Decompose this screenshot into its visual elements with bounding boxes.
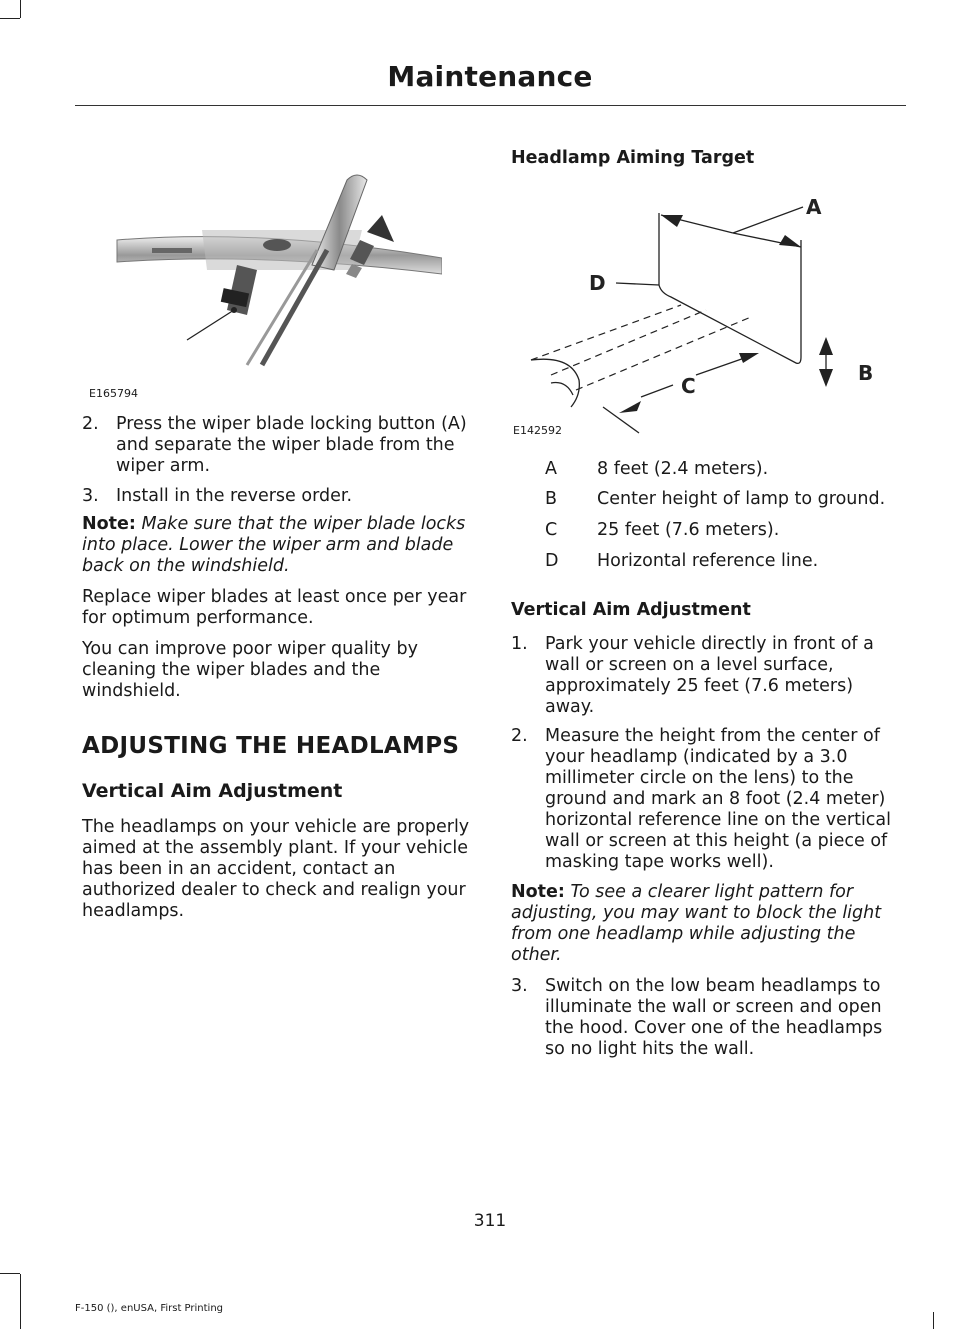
diagram-label-b: B xyxy=(858,361,874,385)
step-text: Measure the height from the center of your headlamp (indicated by a 3.0 millimeter circle on the lens) to the ground and mark an 8 foot (2.4 meter) horizontal reference line on the vertical wall or screen at this height (a piece of masking tape works well). xyxy=(545,726,892,872)
header-divider xyxy=(75,105,906,106)
figure-title: Headlamp Aiming Target xyxy=(511,148,755,168)
subsection-heading: Vertical Aim Adjustment xyxy=(82,780,343,802)
note xyxy=(511,882,901,966)
list-item xyxy=(82,486,472,507)
legend-key: A xyxy=(545,459,557,479)
paragraph: You can improve poor wiper quality by cleaning the wiper blades and the windshield. xyxy=(82,639,418,701)
crop-mark xyxy=(20,0,21,18)
legend-row xyxy=(545,459,768,480)
printing-info: F-150 (), enUSA, First Printing xyxy=(75,1303,224,1314)
figure-code: E142592 xyxy=(513,424,562,437)
legend-value: Horizontal reference line. xyxy=(597,551,819,571)
subsection-heading: Vertical Aim Adjustment xyxy=(511,600,751,620)
note-label: Note: xyxy=(82,514,136,534)
legend-row xyxy=(545,489,885,510)
note-text: Make sure that the wiper blade locks into place. Lower the wiper arm and blade back on the windshield. xyxy=(82,514,466,576)
note-label: Note: xyxy=(511,882,565,902)
legend-key: D xyxy=(545,551,559,571)
list-item xyxy=(511,976,906,1060)
step-number: 2. xyxy=(82,414,99,434)
diagram-label-c: C xyxy=(681,374,696,398)
crop-mark xyxy=(933,1312,934,1329)
diagram-label-d: D xyxy=(589,271,606,295)
crop-mark xyxy=(20,1274,21,1329)
page-title: Maintenance xyxy=(387,60,593,93)
note-text: To see a clearer light pattern for adjusting, you may want to block the light from one headlamp while adjusting the other. xyxy=(511,882,882,965)
step-number: 3. xyxy=(511,976,528,996)
note xyxy=(82,514,472,577)
step-text: Install in the reverse order. xyxy=(116,486,353,506)
diagram-label-a: A xyxy=(806,195,822,219)
legend-key: C xyxy=(545,520,558,540)
legend-value: 8 feet (2.4 meters). xyxy=(597,459,769,479)
step-text: Switch on the low beam headlamps to illuminate the wall or screen and open the hood. Cover one of the headlamps so no light hits the wall. xyxy=(545,976,883,1059)
legend-value: 25 feet (7.6 meters). xyxy=(597,520,780,540)
page-number: 311 xyxy=(473,1211,507,1231)
crop-mark xyxy=(0,18,20,19)
legend-key: B xyxy=(545,489,558,509)
step-text: Press the wiper blade locking button (A) and separate the wiper blade from the wiper arm. xyxy=(116,414,467,476)
step-number: 1. xyxy=(511,634,528,654)
legend-row xyxy=(545,520,779,541)
crop-mark xyxy=(0,1273,20,1274)
paragraph: Replace wiper blades at least once per year for optimum performance. xyxy=(82,587,467,628)
list-item xyxy=(82,414,472,477)
paragraph: The headlamps on your vehicle are properly aimed at the assembly plant. If your vehicle has been in an accident, contact an authorized dealer to check and realign your headlamps. xyxy=(82,817,470,921)
step-text: Park your vehicle directly in front of a wall or screen on a level surface, approximately 25 feet (7.6 meters) away. xyxy=(545,634,874,717)
legend-row xyxy=(545,551,818,572)
step-number: 2. xyxy=(511,726,528,746)
list-item xyxy=(511,634,906,718)
headlamp-aiming-diagram xyxy=(511,185,906,440)
wiper-blade-illustration xyxy=(112,170,442,370)
legend-value: Center height of lamp to ground. xyxy=(597,489,886,509)
step-number: 3. xyxy=(82,486,99,506)
section-heading: ADJUSTING THE HEADLAMPS xyxy=(82,733,460,759)
figure-code: E165794 xyxy=(89,387,138,400)
list-item xyxy=(511,726,906,873)
